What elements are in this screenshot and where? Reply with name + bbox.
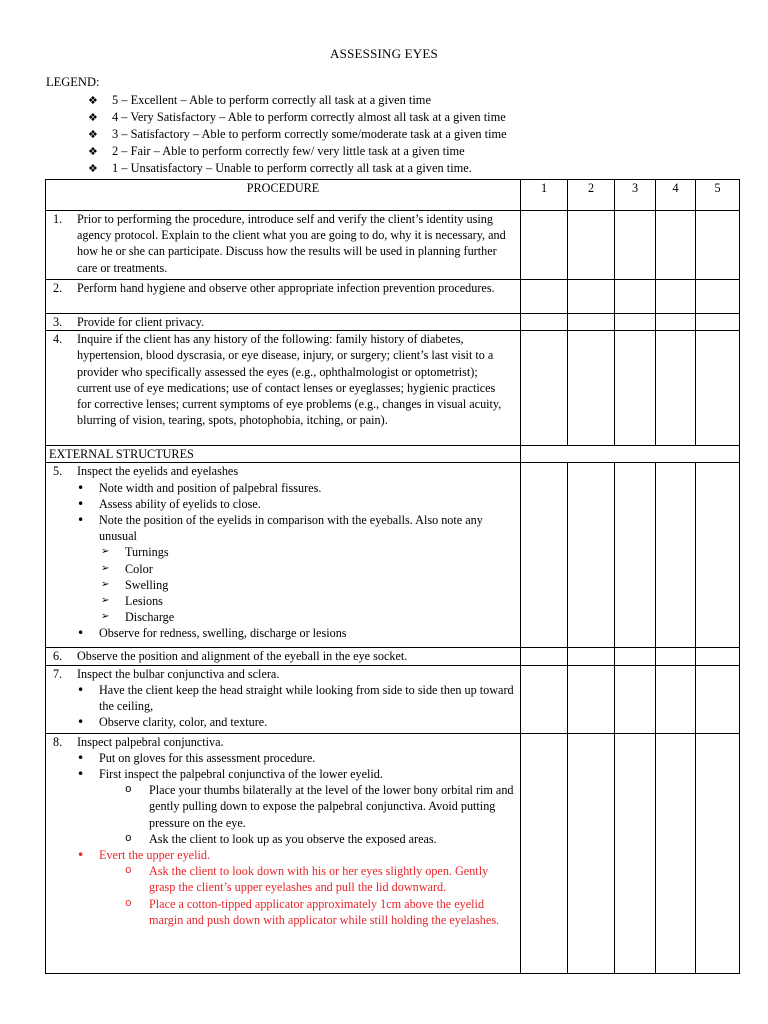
table-row xyxy=(46,648,740,665)
list-item: o Ask the client to look down with his or her eyes slightly open. Gently grasp the client’s upper eyelashes and pull the lid downward. xyxy=(125,863,517,895)
list-item: • Observe for redness, swelling, discharge or lesions xyxy=(77,625,517,641)
header-score-3: 3 xyxy=(615,180,656,211)
list-item: • Note the position of the eyelids in comparison with the eyeballs. Also note any unusual ➢ Turnings ➢ Color ➢ Swelling ➢ Lesions ➢ Discharge xyxy=(77,512,517,625)
score-cell[interactable] xyxy=(656,331,696,446)
list-item: o Place your thumbs bilaterally at the level of the lower bony orbital rim and gently pulling down to expose the palpebral conjunctiva. Avoid putting pressure on the eye. xyxy=(125,782,517,831)
score-cell[interactable] xyxy=(568,280,615,314)
legend-item: ❖ 2 – Fair – Able to perform correctly few/ very little task at a given time xyxy=(88,144,465,158)
score-cell[interactable] xyxy=(615,648,656,665)
table-row xyxy=(46,314,740,331)
score-cell[interactable] xyxy=(568,733,615,973)
score-cell[interactable] xyxy=(656,648,696,665)
procedure-step: 8. Inspect palpebral conjunctiva. • Put on gloves for this assessment procedure. • First inspect the palpebral conjunctiva of the lower eyelid. o Place your thumbs bilaterally at the level of the lower bony orbital rim and gently pulling down to expose the palpebral conjunctiva. Avoid putting pressure on the eye. o Ask the client to look up as you observe the exposed areas. • Evert the upper eyelid. o Ask the client to look down with his or her eyes slightly open. Gently grasp the client’s upper eyelashes and pull the lid downward. o Place a cotton-tipped applicator approximately 1cm above the eyelid margin and push down with applicator while still holding the eyelashes. xyxy=(46,733,521,973)
list-item: ➢ Lesions xyxy=(99,593,517,609)
score-cell[interactable] xyxy=(615,314,656,331)
diamond-cross-icon: ❖ xyxy=(88,128,98,141)
score-cell[interactable] xyxy=(521,280,568,314)
score-cell[interactable] xyxy=(568,648,615,665)
score-cell[interactable] xyxy=(656,314,696,331)
legend-list xyxy=(88,92,507,177)
score-cell[interactable] xyxy=(568,665,615,733)
list-item: • First inspect the palpebral conjunctiva of the lower eyelid. o Place your thumbs bilaterally at the level of the lower bony orbital rim and gently pulling down to expose the palpebral conjunctiva. Avoid putting pressure on the eye. o Ask the client to look up as you observe the exposed areas. xyxy=(77,766,517,847)
score-cell[interactable] xyxy=(615,331,656,446)
list-item: ➢ Color xyxy=(99,561,517,577)
header-procedure: PROCEDURE xyxy=(46,180,521,211)
legend-item: ❖ 4 – Very Satisfactory – Able to perform correctly almost all task at a given time xyxy=(88,110,506,124)
score-cell[interactable] xyxy=(656,211,696,280)
score-cell[interactable] xyxy=(568,211,615,280)
procedure-step: 7. Inspect the bulbar conjunctiva and sclera. • Have the client keep the head straight while looking from side to side then up toward the ceiling, • Observe clarity, color, and texture. xyxy=(46,665,521,733)
diamond-cross-icon: ❖ xyxy=(88,145,98,158)
score-cell[interactable] xyxy=(696,280,740,314)
circle-list xyxy=(99,782,517,847)
score-cell[interactable] xyxy=(696,331,740,446)
score-cell[interactable] xyxy=(696,463,740,648)
section-spacer-cell xyxy=(521,446,740,463)
score-cell[interactable] xyxy=(656,665,696,733)
score-cell[interactable] xyxy=(521,463,568,648)
score-cell[interactable] xyxy=(615,280,656,314)
score-cell[interactable] xyxy=(615,733,656,973)
score-cell[interactable] xyxy=(615,665,656,733)
table-row xyxy=(46,331,740,446)
score-cell[interactable] xyxy=(521,211,568,280)
procedure-step: 5. Inspect the eyelids and eyelashes • Note width and position of palpebral fissures. • Assess ability of eyelids to close. • Note the position of the eyelids in comparison with the eyeballs. Also note any unusual ➢ Turnings ➢ Color ➢ Swelling ➢ Lesions ➢ Discharge • Observe for redness, swelling, discharge or lesions xyxy=(46,463,521,648)
legend-item: ❖ 3 – Satisfactory – Able to perform correctly some/moderate task at a given time xyxy=(88,127,507,141)
assessment-checklist-table xyxy=(45,179,740,974)
list-item: o Ask the client to look up as you observe the exposed areas. xyxy=(125,831,517,847)
list-item: • Note width and position of palpebral fissures. xyxy=(77,480,517,496)
section-row xyxy=(46,446,740,463)
score-cell[interactable] xyxy=(521,665,568,733)
legend-item: ❖ 1 – Unsatisfactory – Unable to perform correctly all task at a given time. xyxy=(88,161,472,175)
diamond-cross-icon: ❖ xyxy=(88,162,98,175)
procedure-step: 4. Inquire if the client has any history of the following: family history of diabetes, hypertension, blood dyscrasia, or eye disease, injury, or surgery; client’s last visit to a provider who specifically assessed the eyes (e.g., ophthalmologist or optometrist); current use of eye medications; use of contact lenses or eyeglasses; hygienic practices for corrective lenses; current symptoms of eye problems (e.g., changes in visual acuity, blurring of vision, tearing, spots, photophobia, itching, or pain). xyxy=(46,331,521,446)
procedure-step: 3. Provide for client privacy. xyxy=(46,314,521,331)
score-cell[interactable] xyxy=(656,733,696,973)
score-cell[interactable] xyxy=(696,314,740,331)
header-score-4: 4 xyxy=(656,180,696,211)
table-header-row xyxy=(46,180,740,211)
list-item: ➢ Swelling xyxy=(99,577,517,593)
list-item: • Put on gloves for this assessment procedure. xyxy=(77,750,517,766)
page-title: ASSESSING EYES xyxy=(330,46,438,61)
procedure-step: 2. Perform hand hygiene and observe other appropriate infection prevention procedures. xyxy=(46,280,521,314)
score-cell[interactable] xyxy=(656,463,696,648)
header-score-5: 5 xyxy=(696,180,740,211)
diamond-cross-icon: ❖ xyxy=(88,111,98,124)
list-item: • Assess ability of eyelids to close. xyxy=(77,496,517,512)
score-cell[interactable] xyxy=(696,733,740,973)
score-cell[interactable] xyxy=(521,648,568,665)
bullet-list xyxy=(49,682,517,731)
score-cell[interactable] xyxy=(568,314,615,331)
score-cell[interactable] xyxy=(656,280,696,314)
list-item: ➢ Discharge xyxy=(99,609,517,625)
table-row xyxy=(46,665,740,733)
list-item: • Observe clarity, color, and texture. xyxy=(77,714,517,730)
score-cell[interactable] xyxy=(521,733,568,973)
table-row xyxy=(46,733,740,973)
bullet-list xyxy=(49,480,517,642)
list-item: o Place a cotton-tipped applicator approximately 1cm above the eyelid margin and push down with applicator while still holding the eyelashes. xyxy=(125,896,517,928)
section-heading: EXTERNAL STRUCTURES xyxy=(46,446,521,463)
score-cell[interactable] xyxy=(615,211,656,280)
score-cell[interactable] xyxy=(521,331,568,446)
score-cell[interactable] xyxy=(568,331,615,446)
header-score-2: 2 xyxy=(568,180,615,211)
score-cell[interactable] xyxy=(568,463,615,648)
score-cell[interactable] xyxy=(615,463,656,648)
header-score-1: 1 xyxy=(521,180,568,211)
arrow-list xyxy=(99,544,517,625)
bullet-list xyxy=(49,750,517,928)
diamond-cross-icon: ❖ xyxy=(88,94,98,107)
list-item: ➢ Turnings xyxy=(99,544,517,560)
legend-heading: LEGEND: xyxy=(46,75,100,89)
score-cell[interactable] xyxy=(696,648,740,665)
procedure-step: 6. Observe the position and alignment of the eyeball in the eye socket. xyxy=(46,648,521,665)
legend-item: ❖ 5 – Excellent – Able to perform correctly all task at a given time xyxy=(88,93,431,107)
table-row xyxy=(46,280,740,314)
score-cell[interactable] xyxy=(521,314,568,331)
list-item: • Have the client keep the head straight while looking from side to side then up toward the ceiling, xyxy=(77,682,517,714)
score-cell[interactable] xyxy=(696,211,740,280)
circle-list xyxy=(99,863,517,928)
list-item-highlighted: • Evert the upper eyelid. o Ask the client to look down with his or her eyes slightly open. Gently grasp the client’s upper eyelashes and pull the lid downward. o Place a cotton-tipped applicator approximately 1cm above the eyelid margin and push down with applicator while still holding the eyelashes. xyxy=(77,847,517,928)
table-row xyxy=(46,463,740,648)
table-row xyxy=(46,211,740,280)
score-cell[interactable] xyxy=(696,665,740,733)
procedure-step: 1. Prior to performing the procedure, introduce self and verify the client’s identity using agency protocol. Explain to the client what you are going to do, why it is necessary, and how he or she can participate. Discuss how the results will be used in planning further care or treatments. xyxy=(46,211,521,280)
